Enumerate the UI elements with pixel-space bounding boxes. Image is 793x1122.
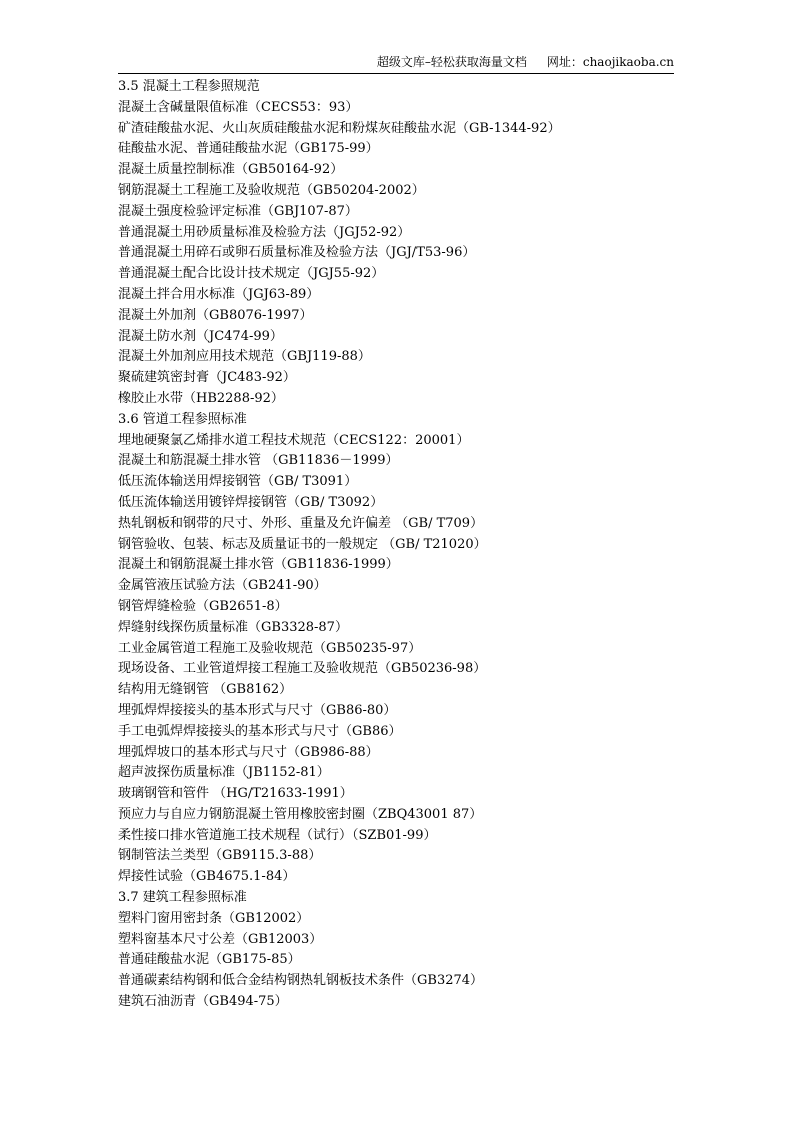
standard-entry: 现场设备、工业管道焊接工程施工及验收规范（GB50236-98） [118, 661, 487, 677]
standard-entry: 混凝土含碱量限值标准（CECS53：93） [118, 99, 359, 115]
standard-entry: 超声波探伤质量标准（JB1152-81） [118, 765, 330, 781]
standard-entry: 混凝土拌合用水标准（JGJ63-89） [118, 286, 320, 302]
standard-entry: 埋弧焊坡口的基本形式与尺寸（GB986-88） [118, 744, 379, 760]
standard-entry: 钢管焊缝检验（GB2651-8） [118, 598, 288, 614]
standard-entry: 混凝土质量控制标准（GB50164-92） [118, 162, 344, 178]
standard-entry: 混凝土和筋混凝土排水管 （GB11836－1999） [118, 453, 399, 469]
standard-entry: 混凝土外加剂应用技术规范（GBJ119-88） [118, 349, 371, 365]
section-heading: 3.5 混凝土工程参照规范 [118, 79, 260, 94]
standard-entry: 钢筋混凝土工程施工及验收规范（GB50204-2002） [118, 182, 425, 198]
standard-entry: 低压流体输送用焊接钢管（GB/ T3091） [118, 474, 358, 490]
standard-entry: 普通混凝土配合比设计技术规定（JGJ55-92） [118, 266, 385, 282]
standard-entry: 混凝土防水剂（JC474-99） [118, 328, 283, 344]
standard-entry: 混凝土和钢筋混凝土排水管（GB11836-1999） [118, 557, 399, 573]
standard-entry: 焊缝射线探伤质量标准（GB3328-87） [118, 619, 348, 635]
standard-entry: 普通混凝土用砂质量标准及检验方法（JGJ52-92） [118, 224, 411, 240]
standard-entry: 金属管液压试验方法（GB241-90） [118, 578, 327, 594]
header-site-name: 超级文库–轻松获取海量文档 [376, 55, 527, 69]
standard-entry: 埋弧焊焊接接头的基本形式与尺寸（GB86-80） [118, 702, 397, 718]
header-url: 网址：chaojikaoba.cn [546, 55, 674, 69]
standard-entry: 钢管验收、包装、标志及质量证书的一般规定 （GB/ T21020） [118, 536, 487, 552]
standard-entry: 普通碳素结构钢和低合金结构钢热轧钢板技术条件（GB3274） [118, 973, 484, 989]
standard-entry: 橡胶止水带（HB2288-92） [118, 390, 284, 406]
document-body [118, 77, 718, 1013]
standard-entry: 硅酸盐水泥、普通硅酸盐水泥（GB175-99） [118, 141, 379, 157]
standard-entry: 工业金属管道工程施工及验收规范（GB50235-97） [118, 640, 422, 656]
standard-entry: 焊接性试验（GB4675.1-84） [118, 869, 296, 885]
standard-entry: 聚硫建筑密封膏（JC483-92） [118, 370, 296, 386]
standard-entry: 混凝土强度检验评定标准（GBJ107-87） [118, 203, 358, 219]
standard-entry: 普通混凝土用碎石或卵石质量标准及检验方法（JGJ/T53-96） [118, 245, 476, 261]
standard-entry: 柔性接口排水管道施工技术规程（试行）（SZB01-99） [118, 827, 437, 843]
standard-entry: 钢制管法兰类型（GB9115.3-88） [118, 848, 322, 864]
page-header [118, 54, 674, 70]
standard-entry: 玻璃钢管和管件 （HG/T21633-1991） [118, 786, 353, 802]
standard-entry: 矿渣硅酸盐水泥、火山灰质硅酸盐水泥和粉煤灰硅酸盐水泥（GB-1344-92） [118, 120, 561, 136]
section-heading: 3.7 建筑工程参照标准 [118, 890, 247, 906]
section-heading: 3.6 管道工程参照标准 [118, 411, 247, 427]
standard-entry: 混凝土外加剂（GB8076-1997） [118, 307, 313, 323]
standard-entry: 手工电弧焊焊接接头的基本形式与尺寸（GB86） [118, 723, 402, 739]
header-rule [118, 73, 674, 74]
standard-entry: 低压流体输送用镀锌焊接钢管（GB/ T3092） [118, 494, 384, 510]
standard-entry: 塑料窗基本尺寸公差（GB12003） [118, 931, 323, 947]
standard-entry: 普通硅酸盐水泥（GB175-85） [118, 952, 301, 968]
standard-entry: 预应力与自应力钢筋混凝土管用橡胶密封圈（ZBQ43001 87） [118, 806, 483, 822]
standard-entry: 结构用无缝钢管 （GB8162） [118, 682, 293, 698]
standard-entry: 热轧钢板和钢带的尺寸、外形、重量及允许偏差 （GB/ T709） [118, 515, 484, 531]
standard-entry: 塑料门窗用密封条（GB12002） [118, 910, 310, 926]
standard-entry: 埋地硬聚氯乙烯排水道工程技术规范（CECS122：20001） [118, 432, 470, 448]
standard-entry: 建筑石油沥青（GB494-75） [118, 994, 288, 1010]
